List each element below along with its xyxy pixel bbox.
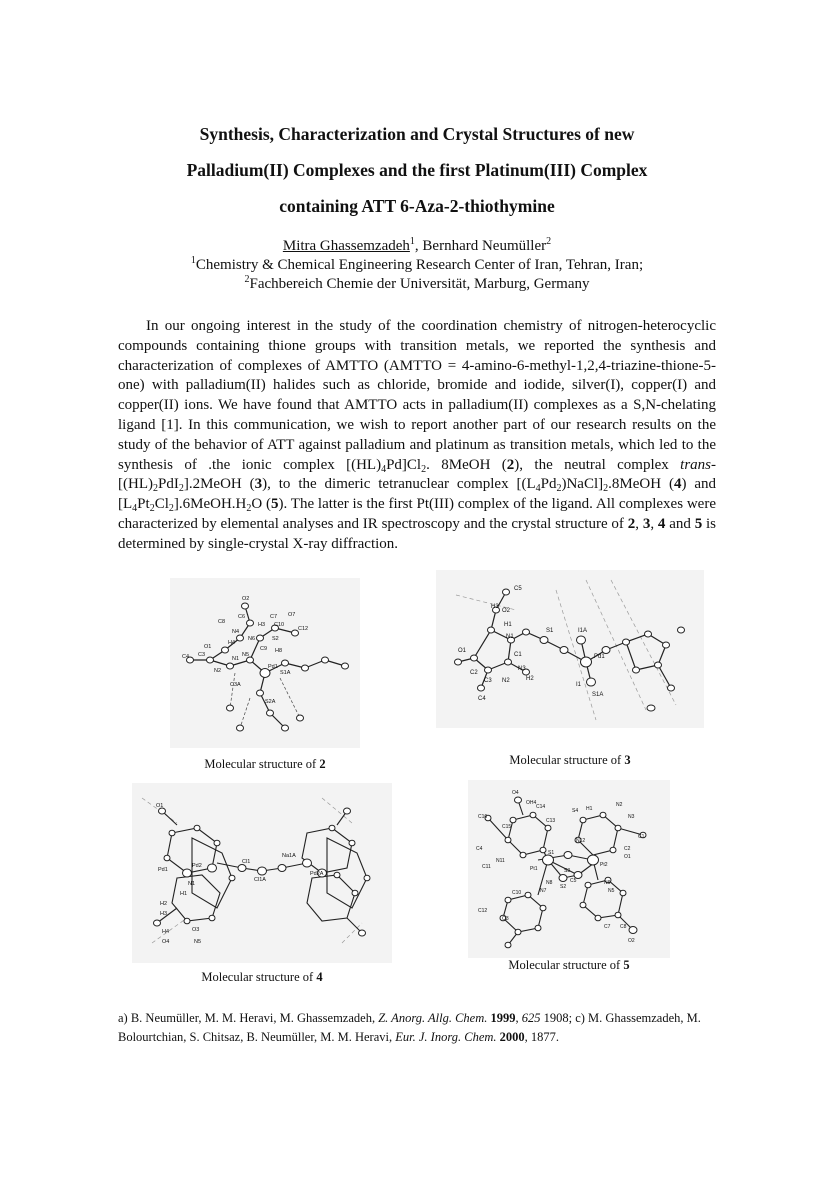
journal-name: Z. Anorg. Allg. Chem. <box>378 1011 488 1025</box>
reference-volume: 625 <box>521 1011 541 1025</box>
atom-label: C12 <box>298 626 309 632</box>
abstract-text: ) and [L <box>118 476 717 513</box>
caption-number: 5 <box>623 958 630 972</box>
title-line: Synthesis, Characterization and Crystal Structures of new <box>199 124 635 144</box>
atom-label: C10 <box>274 622 285 628</box>
atom-label: S2 <box>560 884 567 890</box>
caption-text: Molecular structure of <box>508 958 624 972</box>
atom-label: S1A <box>592 692 604 698</box>
atom-label: C4 <box>182 654 190 660</box>
caption-number: 3 <box>624 753 631 767</box>
atom-label: Pd1 <box>268 664 278 670</box>
atom-label: OH4 <box>526 800 537 806</box>
atom-label: O2 <box>502 608 511 614</box>
subscript: 2 <box>246 503 252 515</box>
atom-label: N1 <box>506 634 514 640</box>
subscript: 2 <box>421 463 427 475</box>
atom-label: N1 <box>232 656 240 662</box>
atom-label: C8 <box>218 619 226 625</box>
atom-label: Cl1A <box>254 877 266 883</box>
atom-label: O4 <box>162 939 170 945</box>
atom-label: N7 <box>540 888 547 894</box>
atom-label: Pt2 <box>600 862 608 868</box>
atom-label: N3 <box>518 666 526 672</box>
atom-label: C2 <box>470 670 478 676</box>
references <box>118 1009 716 1047</box>
atom-label: C8 <box>620 924 627 930</box>
atom-label: H3 <box>160 911 168 917</box>
atom-label: C9 <box>260 646 268 652</box>
atom-label: O3 <box>502 916 509 922</box>
author-separator: , <box>414 238 423 254</box>
atom-label: Pd2A <box>310 871 324 877</box>
atom-label: C6 <box>238 614 246 620</box>
atom-label: S3 <box>564 868 571 874</box>
affil-mark: 1 <box>409 236 415 247</box>
atom-label: N11 <box>496 858 505 864</box>
atom-label: Pd2 <box>192 863 202 869</box>
affiliation-text: Fachbereich Chemie der Universität, Marburg, Germany <box>249 276 590 292</box>
figure-structure-3 <box>436 570 704 728</box>
affil-mark: 2 <box>244 274 250 285</box>
abstract-text: Pd]Cl <box>386 456 422 473</box>
abstract-text: ].6MeOH.H <box>173 496 247 513</box>
abstract-text: ), to the dimeric tetranuclear complex [(L <box>262 476 536 493</box>
figure-structure-4 <box>132 783 392 963</box>
atom-label: S1 <box>548 850 555 856</box>
affiliation-text: Chemistry & Chemical Engineering Research Center of Iran, Tehran, Iran; <box>195 257 644 273</box>
atom-label: O2 <box>628 938 635 944</box>
atom-label: H3 <box>491 604 499 610</box>
atom-label: C15 <box>502 824 512 830</box>
compound-number: 2 <box>627 515 636 532</box>
subscript: 4 <box>535 483 541 495</box>
affiliation <box>100 275 734 294</box>
author-name: Bernhard Neumüller <box>422 238 547 254</box>
atom-label: N5 <box>242 652 250 658</box>
figure-structure-2 <box>170 578 360 748</box>
caption-text: Molecular structure of <box>204 757 320 771</box>
atom-label: O2 <box>242 596 250 602</box>
title-line: Palladium(II) Complexes and the first Platinum(III) Complex <box>186 160 648 180</box>
compound-number: 3 <box>254 476 263 493</box>
atom-label: N5 <box>194 939 202 945</box>
author-line <box>100 237 734 256</box>
italic-term: trans <box>680 456 712 473</box>
atom-label: C3 <box>484 678 492 684</box>
atom-label: N3 <box>628 814 635 820</box>
abstract-text: Pd <box>540 476 557 493</box>
structure-5-drawing <box>468 780 670 958</box>
figure-caption <box>468 958 670 973</box>
caption-text: Molecular structure of <box>201 970 317 984</box>
atom-label: H4 <box>162 929 170 935</box>
atom-label: O7 <box>288 612 296 618</box>
affil-mark: 1 <box>190 255 196 266</box>
atom-label: C16 <box>478 814 488 820</box>
structure-2-drawing <box>170 578 360 748</box>
affiliation <box>100 256 734 275</box>
atom-label: C12 <box>478 908 488 914</box>
atom-label: C10 <box>512 890 522 896</box>
atom-label: C3 <box>198 652 206 658</box>
structure-4-drawing <box>132 783 392 963</box>
atom-label: Pd1 <box>594 654 605 660</box>
reference-year: 2000 <box>499 1030 525 1044</box>
atom-label: N6 <box>604 880 611 886</box>
figure-caption <box>170 757 360 772</box>
abstract-text: ), the neutral complex <box>514 456 681 473</box>
atom-label: C7 <box>604 924 611 930</box>
atom-label: N4 <box>232 629 240 635</box>
abstract-text: , <box>650 515 658 532</box>
subscript: 2 <box>152 483 158 495</box>
reference-text: , 1877. <box>524 1030 560 1044</box>
atom-label: I1 <box>576 682 582 688</box>
atom-label: N12 <box>576 838 586 844</box>
atom-label: H2 <box>526 676 534 682</box>
atom-label: I1A <box>578 628 588 634</box>
atom-label: H1 <box>504 622 512 628</box>
subscript: 2 <box>168 503 174 515</box>
reference-text: a) B. Neumüller, M. M. Heravi, M. Ghassemzadeh, <box>118 1011 379 1025</box>
atom-label: N6 <box>248 636 256 642</box>
atom-label: C1 <box>638 834 645 840</box>
atom-label: Pd1 <box>158 867 168 873</box>
abstract-text: ). The latter is the first Pt(III) complex of the ligand. All complexes were characterized by elemental analyses and IR spectroscopy and the crystal structure of <box>118 496 716 532</box>
atom-label: C1 <box>514 652 522 658</box>
figure-caption <box>436 753 704 768</box>
atom-label: C4 <box>476 846 483 852</box>
atom-label: C5 <box>514 586 522 592</box>
journal-name: Eur. J. Inorg. Chem. <box>395 1030 497 1044</box>
atom-label: O1 <box>204 644 212 650</box>
abstract-text: and <box>665 515 695 532</box>
abstract-text: .8MeOH ( <box>608 476 674 493</box>
compound-number: 4 <box>673 476 682 493</box>
compound-number: 3 <box>642 515 651 532</box>
compound-number: 5 <box>694 515 703 532</box>
atom-label: C13 <box>546 818 556 824</box>
affil-mark: 2 <box>546 236 552 247</box>
author-name: Mitra Ghassemzadeh <box>282 238 410 254</box>
atom-label: C11 <box>482 864 491 870</box>
abstract-text: )NaCl] <box>561 476 604 493</box>
abstract-text: , <box>635 515 643 532</box>
abstract-text: . 8MeOH ( <box>426 456 507 473</box>
abstract-text: ].2MeOH ( <box>183 476 255 493</box>
compound-number: 2 <box>506 456 515 473</box>
caption-text: Molecular structure of <box>509 753 625 767</box>
paper-title <box>100 116 734 224</box>
atom-label: H8 <box>275 648 283 654</box>
atom-label: S2A <box>265 699 276 705</box>
subscript: 4 <box>381 463 387 475</box>
atom-label: N2 <box>214 668 222 674</box>
atom-label: O1 <box>156 803 164 809</box>
atom-label: S2 <box>272 636 279 642</box>
atom-label: C4 <box>478 696 486 702</box>
atom-label: O1 <box>624 854 631 860</box>
atom-label: C5 <box>570 878 577 884</box>
atom-label: Pt1 <box>530 866 538 872</box>
subscript: 2 <box>556 483 562 495</box>
atom-label: S4 <box>572 808 579 814</box>
atom-label: H1 <box>586 806 593 812</box>
reference-year: 1999 <box>490 1011 516 1025</box>
atom-label: S1 <box>546 628 554 634</box>
atom-label: C7 <box>270 614 278 620</box>
compound-number: 5 <box>271 496 279 513</box>
atom-label: H1 <box>180 891 188 897</box>
atom-label: O1 <box>458 648 467 654</box>
caption-number: 4 <box>316 970 323 984</box>
reference-text: 1908; c) M. Ghassemzadeh, M. Bolourtchian, S. Chitsaz, B. Neumüller, M. M. Heravi, <box>118 1011 701 1044</box>
abstract-text: O ( <box>251 496 272 513</box>
abstract-text: Cl <box>154 496 169 513</box>
atom-label: H2 <box>160 901 168 907</box>
abstract-text: -[(HL) <box>118 456 717 493</box>
subscript: 2 <box>149 503 155 515</box>
subscript: 2 <box>603 483 609 495</box>
atom-label: H3 <box>258 622 266 628</box>
atom-label: Cl1 <box>242 859 251 865</box>
atom-label: N1 <box>188 881 196 887</box>
atom-label: S1A <box>280 670 291 676</box>
atom-label: C2 <box>624 846 631 852</box>
atom-label: N2 <box>502 678 510 684</box>
atom-label: H4 <box>228 640 236 646</box>
reference-text: , <box>515 1011 522 1025</box>
subscript: 4 <box>132 503 138 515</box>
subscript: 2 <box>178 483 184 495</box>
atom-label: O3 <box>192 927 200 933</box>
atom-label: C3A <box>230 682 241 688</box>
author-block <box>100 237 734 294</box>
abstract-text: In our ongoing interest in the study of the coordination chemistry of nitrogen-heterocyclic compounds containing thione groups with transition metals, we reported the synthesis and characterization of complexes of AMTTO (AMTTO = 4-amino-6-methyl-1,2,4-triazine-thione-5-one) with palladium(II) halides such as chloride, bromide and iodide, silver(I), copper(I) and copper(II) ions. We have found that AMTTO acts in palladium(II) complexes as a S,N-chelating ligand [1]. In this communication, we wish to report another part of our research results on the study of the behavior of ATT against palladium and platinum as transition metals, which led to the synthesis of .the ionic complex [(HL) <box>118 318 716 473</box>
structure-3-drawing <box>436 570 704 728</box>
compound-number: 4 <box>657 515 666 532</box>
abstract-text: is determined by single-crystal X-ray diffraction. <box>118 515 717 552</box>
atom-label: N2 <box>616 802 623 808</box>
abstract-paragraph <box>118 317 716 555</box>
caption-number: 2 <box>319 757 326 771</box>
title-line: containing ATT 6-Aza-2-thiothymine <box>279 196 555 216</box>
atom-label: N8 <box>546 880 553 886</box>
atom-label: C14 <box>536 804 546 810</box>
atom-label: N5 <box>608 888 615 894</box>
figure-structure-5 <box>468 780 670 958</box>
abstract-text: Pt <box>137 496 150 513</box>
atom-label: O4 <box>512 790 519 796</box>
abstract-text: PdI <box>157 476 179 493</box>
atom-label: Na1A <box>282 853 296 859</box>
figure-caption <box>132 970 392 985</box>
